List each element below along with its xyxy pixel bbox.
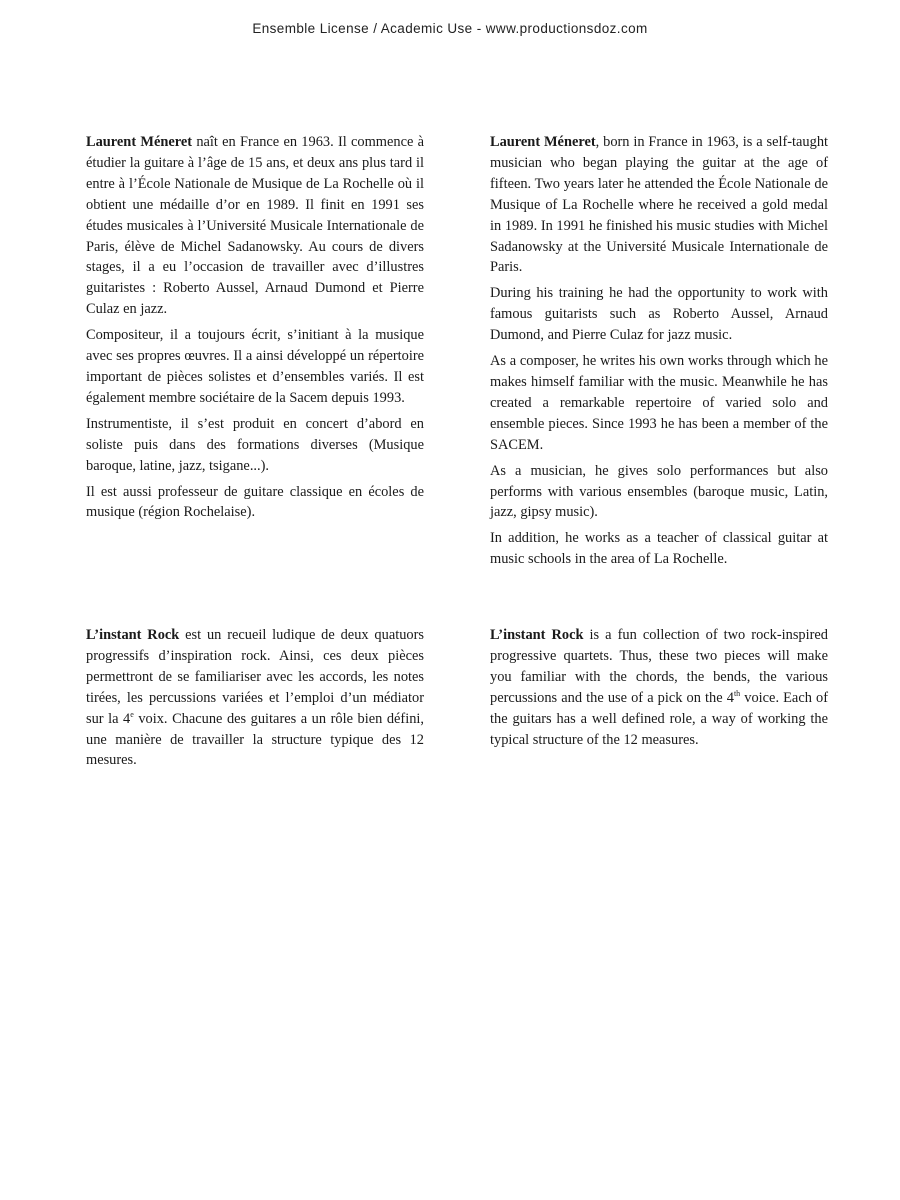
bio-en-paragraph-4: As a musician, he gives solo performances but also performs with various ensembles (baroque music, Latin, jazz, gipsy music). [490, 462, 828, 521]
rock-fr-text-a: est un recueil ludique de deux quatuors progressifs d’inspiration rock. Ainsi, ces deux pièces permettront de se familiariser avec les accords, les notes tirées, les percussions variées et l’emploi d’un médiator sur la 4 [86, 627, 424, 727]
license-header: Ensemble License / Academic Use - www.productionsdoz.com [252, 21, 648, 36]
ordinal-superscript: th [733, 688, 741, 698]
rock-en-paragraph [490, 625, 828, 750]
bio-fr-paragraph-2: Compositeur, il a toujours écrit, s’initiant à la musique avec ses propres œuvres. Il a ainsi développé un répertoire important de pièces solistes et d’ensembles variés. Il est également membre sociétaire de la Sacem depuis 1993. [86, 327, 424, 406]
biography-english [490, 132, 828, 575]
rock-en-text-a: is a fun collection of two rock-inspired progressive quartets. Thus, these two pieces will make you familiar with the chords, the bends, the various percussions and the use of a pick on the 4 [490, 627, 829, 706]
ordinal-superscript: e [130, 709, 134, 719]
bio-en-paragraph-5: In addition, he works as a teacher of classical guitar at music schools in the area of La Rochelle. [490, 530, 828, 568]
composer-name: Laurent Méneret [490, 134, 596, 150]
biography-french [86, 132, 424, 528]
bio-en-p1-text: , born in France in 1963, is a self-taught musician who began playing the guitar at the age of fifteen. Two years later he attended the École Nationale de Musique of La Rochelle where he received a gold medal in 1989. In 1991 he finished his music studies with Michel Sadanowsky at the Université Musicale Internationale de Paris. [490, 134, 829, 276]
rock-fr-paragraph [86, 625, 424, 771]
bio-fr-paragraph-1 [86, 132, 424, 320]
bio-fr-paragraph-3: Instrumentiste, il s’est produit en concert d’abord en soliste puis dans des formations diverses (Musique baroque, latine, jazz, tsigane...). [86, 415, 424, 474]
rock-en-text-b: voice. Each of the guitars has a well defined role, a way of working the typical structure of the 12 measures. [490, 689, 828, 748]
bio-en-paragraph-2: During his training he had the opportunity to work with famous guitarists such as Roberto Aussel, Arnaud Dumond, and Pierre Culaz for jazz music. [490, 285, 828, 344]
work-title: L’instant Rock [490, 627, 584, 643]
work-description-english [490, 625, 828, 755]
work-title: L’instant Rock [86, 627, 180, 643]
work-description-french [86, 625, 424, 776]
bio-en-paragraph-3: As a composer, he writes his own works through which he makes himself familiar with the music. Meanwhile he has created a remarkable repertoire of varied solo and ensemble pieces. Since 1993 he has been a member of the SACEM. [490, 353, 828, 453]
rock-fr-text-b: voix. Chacune des guitares a un rôle bien défini, une manière de travailler la structure typique des 12 mesures. [86, 710, 424, 769]
bio-en-paragraph-1 [490, 132, 828, 278]
bio-fr-p1-text: naît en France en 1963. Il commence à étudier la guitare à l’âge de 15 ans, et deux ans plus tard il entre à l’École Nationale de Musique de La Rochelle où il obtient une médaille d’or en 1989. Il finit en 1991 ses études musicales à l’Université Musicale Internationale de Paris, élève de Michel Sadanowsky. Au cours de divers stages, il a eu l’occasion de travailler avec d’illustres guitaristes : Roberto Aussel, Arnaud Dumond et Pierre Culaz en jazz. [86, 134, 424, 318]
bio-fr-paragraph-4: Il est aussi professeur de guitare classique en écoles de musique (région Rochelaise). [86, 483, 424, 521]
composer-name: Laurent Méneret [86, 134, 193, 150]
